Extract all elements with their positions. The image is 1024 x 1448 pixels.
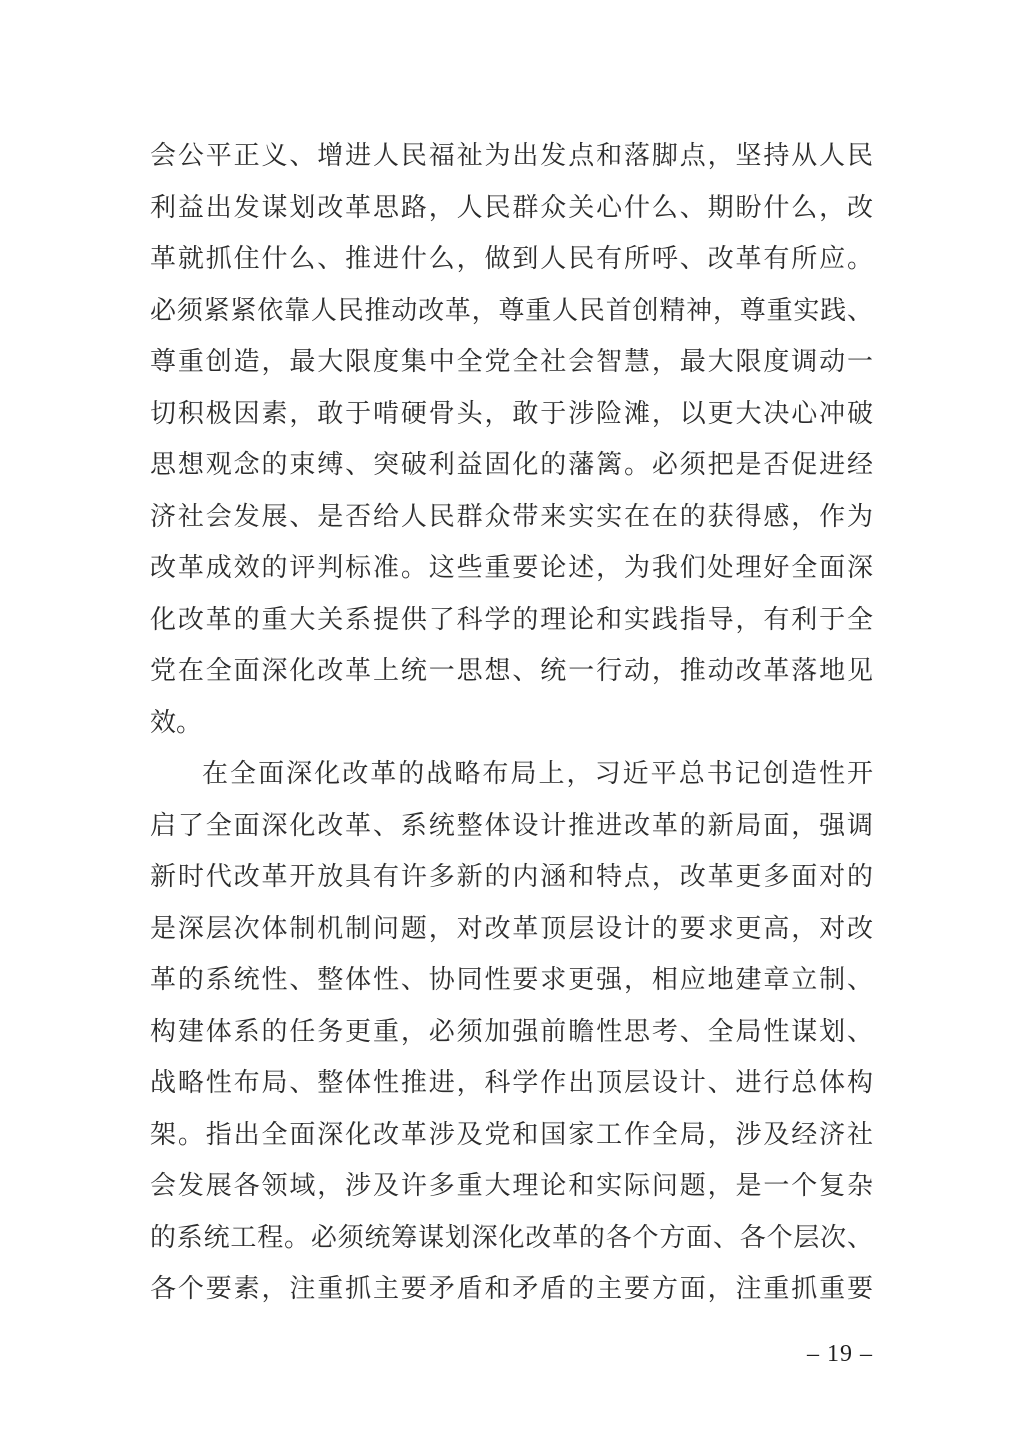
text-line: 改革成效的评判标准。这些重要论述，为我们处理好全面深 <box>150 553 873 582</box>
text-line: 化改革的重大关系提供了科学的理论和实践指导，有利于全 <box>150 604 873 634</box>
text-line: 构建体系的任务更重，必须加强前瞻性思考、全局性谋划、 <box>150 1016 873 1046</box>
text-line: 的系统工程。必须统筹谋划深化改革的各个方面、各个层次、 <box>150 1222 873 1252</box>
text-line: 会发展各领域，涉及许多重大理论和实际问题，是一个复杂 <box>150 1171 873 1200</box>
text-line: 会公平正义、增进人民福祉为出发点和落脚点，坚持从人民 <box>150 141 873 170</box>
text-line: 思想观念的束缚、突破利益固化的藩篱。必须把是否促进经 <box>150 450 873 479</box>
text-line: 战略性布局、整体性推进，科学作出顶层设计、进行总体构 <box>150 1068 873 1097</box>
text-line: 启了全面深化改革、系统整体设计推进改革的新局面，强调 <box>150 810 873 840</box>
text-line: 党在全面深化改革上统一思想、统一行动，推动改革落地见 <box>150 656 873 685</box>
text-line: 革的系统性、整体性、协同性要求更强，相应地建章立制、 <box>150 965 873 994</box>
text-line: 革就抓住什么、推进什么，做到人民有所呼、改革有所应。 <box>150 244 873 273</box>
text-line: 尊重创造，最大限度集中全党全社会智慧，最大限度调动一 <box>150 347 873 376</box>
text-line: 切积极因素，敢于啃硬骨头，敢于涉险滩，以更大决心冲破 <box>150 398 873 428</box>
text-line-paragraph-start: 在全面深化改革的战略布局上，习近平总书记创造性开 <box>202 759 873 788</box>
text-line: 新时代改革开放具有许多新的内涵和特点，改革更多面对的 <box>150 862 873 891</box>
text-line-paragraph-end: 效。 <box>150 707 203 737</box>
body-text <box>150 130 873 1315</box>
text-line: 必须紧紧依靠人民推动改革，尊重人民首创精神，尊重实践、 <box>150 295 873 325</box>
text-line: 利益出发谋划改革思路，人民群众关心什么、期盼什么，改 <box>150 192 873 222</box>
page-number: – 19 – <box>807 1341 873 1367</box>
text-line: 是深层次体制机制问题，对改革顶层设计的要求更高，对改 <box>150 913 873 943</box>
text-line: 各个要素，注重抓主要矛盾和矛盾的主要方面，注重抓重要 <box>150 1274 873 1303</box>
text-line: 济社会发展、是否给人民群众带来实实在在的获得感，作为 <box>150 501 873 531</box>
text-line: 架。指出全面深化改革涉及党和国家工作全局，涉及经济社 <box>150 1119 873 1149</box>
